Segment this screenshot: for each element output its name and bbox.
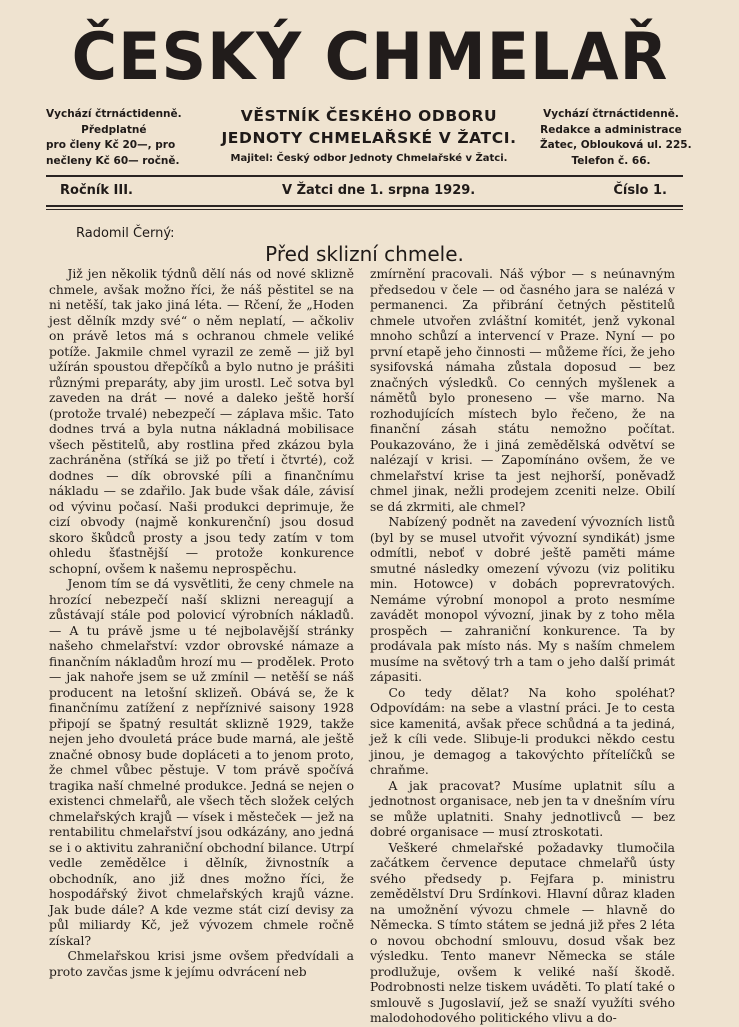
owner-line: Majitel: Český odbor Jednoty Chmelařské v Žatci.: [230, 153, 508, 164]
top-rule: [46, 175, 683, 177]
paragraph: Co tedy dělat? Na koho spoléhat? Odpovídám: na sebe a vlastní práci. Je to cesta sice kamenitá, avšak přece schůdná a ta jediná, jež k cíli vede. Slibuje-li produkci někdo cestu jinou, je demagog a takovýchto přítelíčků se chraňme.: [370, 685, 675, 777]
paragraph: A jak pracovat? Musíme uplatnit sílu a jednotnost organisace, neb jen ta v dnešním víru se může uplatniti. Snahy jednotlivců — bez dobré organisace — musí ztroskotati.: [370, 778, 675, 839]
article-left-column: [49, 267, 354, 980]
issue-info-bar: [46, 180, 683, 202]
paragraph: Chmelařskou krisi jsme ovšem předvídali a proto zavčas jsme k jejímu odvrácení neb: [49, 949, 354, 979]
frequency-text: Vychází čtrnáctidenně.: [46, 108, 182, 120]
subscription-nonmembers-price: nečleny Kč 60— ročně.: [46, 154, 180, 167]
volume-number: Ročník III.: [60, 183, 133, 198]
issue-number: Číslo 1.: [613, 183, 667, 198]
subscription-members-price: pro členy Kč 20—, pro: [46, 139, 176, 151]
article-author: Radomil Černý:: [76, 226, 175, 241]
paragraph: zmírnění pracovali. Náš výbor — s neúnavným předsedou v čele — od časného jara se nalézá v permanenci. Za přibrání četných pěstitelů chmele utvořen zvláštní komitét, jenž vykonal mnoho schůzí a intervencí v Praze. Nyní — po první etapě jeho činnosti — můžeme říci, že jeho sysifovská námaha zůstala doposud — bez značných výsledků. Co cenných myšlenek a námětů bylo proneseno — vše marno. Na rozhodujících místech bylo řečeno, že na finanční zásah státu nemožno počítat. Poukazováno, že i jiná zemědělská odvětví se nalézají v krisi. — Zapomínáno ovšem, že ve chmelařství krise ta jest nejhorší, poněvadž chmel jinak, nežli prodejem zceniti nelze. Obilí se dá zkrmiti, ale chmel?: [370, 267, 675, 514]
paragraph: Nabízený podnět na zavedení vývozních listů (byl by se musel utvořit vývozní syndikát) jsme odmítli, neboť v dobré ještě paměti máme smutné následky omezení vývozu (viz politiku min. Hotowce) v dobách poprevratových. Nemáme výrobní monopol a proto nesmíme zavádět monopol vývozní, jinak by z toho měla prospěch — zahraniční konkurence. Ta by prodávala pak místo nás. My s naším chmelem musíme na světový trh a tam o jeho další primát zápasiti.: [370, 515, 675, 684]
masthead-subtitle: [190, 105, 548, 167]
editorial-address: Žatec, Oblouková ul. 225.: [540, 139, 692, 151]
bottom-rule-2: [46, 209, 683, 210]
masthead-title: ČESKÝ CHMELAŘ: [71, 18, 669, 95]
bottom-rule-1: [46, 205, 683, 207]
issue-date: V Žatci dne 1. srpna 1929.: [282, 183, 476, 198]
paragraph: Veškeré chmelařské požadavky tlumočila začátkem července deputace chmelařů ústy svého předsedy p. Fejfara p. ministru zemědělství Dru Srdínkovi. Hlavní důraz kladen na umožnění vývozu chmele — hlavně do Německa. S tímto státem se jedná již přes 2 léta o novou obchodní smlouvu, dosud však bez výsledku. Tento manevr Německa se stále prodlužuje, ovšem k veliké naší škodě. Podrobnosti nelze tiskem uváděti. To platí také o smlouvě s Jugoslavií, jež se snaží využíti svého malodohodového politického vlivu a do-: [370, 840, 675, 1025]
telephone: Telefon č. 66.: [571, 154, 651, 167]
article-right-column: [370, 267, 675, 1027]
masthead-left-info: [46, 107, 182, 169]
editorial-label: Redakce a administrace: [540, 123, 682, 136]
paragraph: Již jen několik týdnů dělí nás od nové sklizně chmele, avšak možno říci, že náš pěstitel se na ni netěší, tak jako jiná léta. — Rčení, že „Hoden jest dělník mzdy své“ o něm neplatí, — ačkoliv on právě letos má s ochranou chmele veliké potíže. Jakmile chmel vyrazil ze země — již byl užírán spoustou dřepčíků a bylo nutno je prášiti různými preparáty, aby jim urostl. Leč sotva byl zaveden na drát — nové a daleko ještě horší (protože trvalé) nebezpečí — záplava mšic. Tato dodnes trvá a byla nutna nákladná mobilisace všech pěstitelů, aby rostlina před zkázou byla zachráněna (stříká se již po třetí i čtvrté), což dodnes — dík obrovské píli a finančnímu nákladu — se zdařilo. Jak bude však dále, závisí od vývinu počasí. Naši produkci deprimuje, že cizí obvody (najmě konkurenční) jsou dosud skoro škůdců prosty a jsou tedy zatím v tom ohledu šťastnější — protože konkurence schopní, ovšem k našemu neprospěchu.: [49, 267, 354, 576]
article-title: Před sklizní chmele.: [265, 242, 464, 266]
subtitle-line-2: JEDNOTY CHMELAŘSKÉ V ŽATCI.: [221, 129, 517, 147]
subtitle-line-1: VĚSTNÍK ČESKÉHO ODBORU: [240, 107, 498, 125]
paragraph: Jenom tím se dá vysvětliti, že ceny chmele na hrozící nebezpečí naší sklizni nereagují a zůstávají stále pod polovicí výrobních nákladů. — A tu právě jsme u té nejbolavější stránky našeho chmelařství: vzdor obrovské námaze a finančním nákladům hrozí mu — prodělek. Proto — jak nahoře jsem se už zmínil — netěší se náš producent na letošní sklizeň. Obává se, že k finančnímu zatížení z nepříznivé saisony 1928 připojí se špatný resultát sklizně 1929, takže nejen jeho dvouletá práce bude marná, ale ještě značné obnosy bude dopláceti a to jenom proto, že chmel vůbec pěstuje. V tom právě spočívá tragika naší chmelné produkce. Jedná se nejen o existenci chmelařů, ale všech těch složek celých chmelařských krajů — vísek i městeček — jež na rentabilitu chmelařství jsou odkázány, ano jedná se i o aktivitu zahraniční obchodní bilance. Utrpí vedle zemědělce i dělník, živnostník a obchodník, ano již dnes možno říci, že hospodářský život chmelařských krajů vázne. Jak bude dále? A kde vezme stát cizí devisy za půl miliardy Kč, jež vývozem chmele ročně získal?: [49, 577, 354, 948]
masthead-right-info: [540, 107, 692, 169]
subscription-label: Předplatné: [81, 123, 147, 136]
frequency-text-right: Vychází čtrnáctidenně.: [543, 108, 679, 120]
